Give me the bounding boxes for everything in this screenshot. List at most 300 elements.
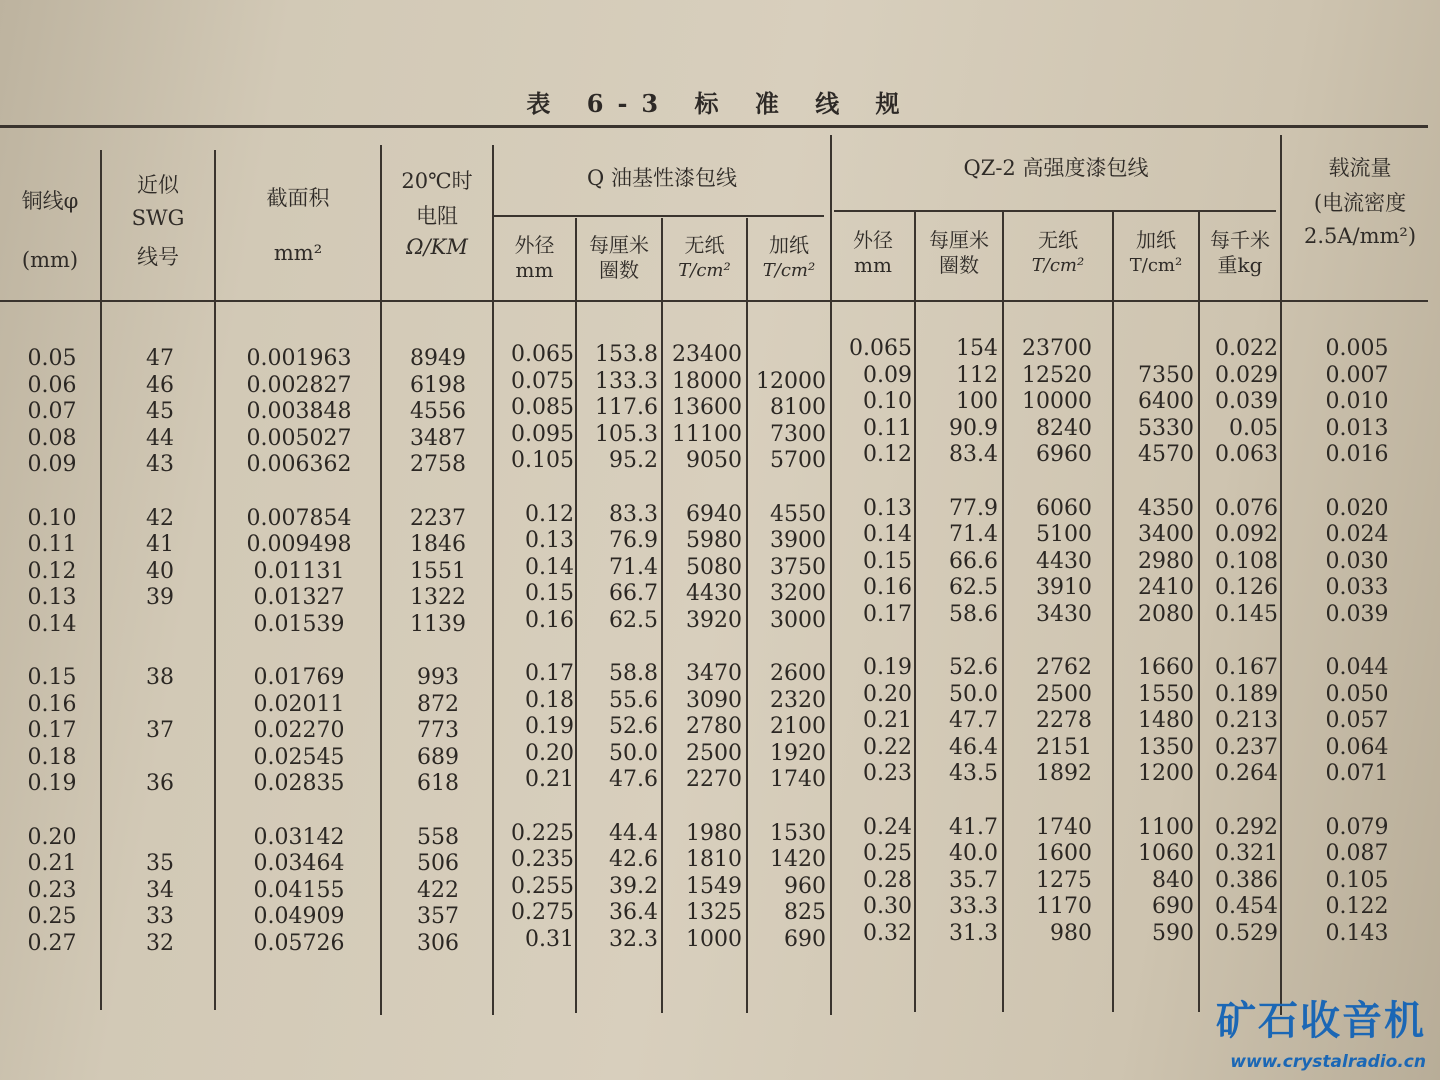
col-divider-9 [914, 212, 916, 1012]
header-current-line1: 载流量 [1328, 156, 1392, 180]
cell-qz_wt: 0.076 [1215, 495, 1278, 521]
cell-qz_turns: 77.9 [949, 495, 998, 521]
cell-q_od: 0.075 [511, 368, 574, 394]
subheader-q-od [494, 233, 575, 283]
cell-qz_p: 1060 [1138, 841, 1194, 866]
cell-q_np: 1810 [686, 847, 742, 872]
subheader-qz-nopaper [1004, 228, 1112, 278]
cell-q_od: 0.14 [525, 554, 574, 580]
cell-q_od: 0.105 [511, 448, 574, 473]
cell-qz_od: 0.12 [863, 442, 912, 467]
cell-q_od: 0.12 [525, 501, 574, 527]
cell-qz_turns: 83.4 [949, 442, 998, 467]
cell-qz_p: 1660 [1138, 655, 1194, 680]
cell-qz_wt: 0.039 [1215, 389, 1278, 414]
cell-q_turns: 62.5 [609, 607, 658, 633]
cell-qz_p: 5330 [1138, 415, 1194, 441]
col-divider-6 [661, 218, 663, 1013]
header-qz-group: QZ-2 高强度漆包线 [963, 156, 1149, 180]
cell-qz_np: 1600 [1036, 841, 1092, 866]
cell-qz_wt: 0.022 [1215, 336, 1278, 361]
col-divider-5 [575, 218, 577, 1013]
cell-q_np: 6940 [686, 501, 742, 527]
cell-res: 8949 [410, 346, 466, 371]
cell-qz_wt: 0.237 [1215, 734, 1278, 760]
cell-qz_turns: 46.4 [949, 734, 998, 760]
col-divider-1 [100, 150, 102, 1010]
cell-qz_np: 3910 [1036, 575, 1092, 600]
cell-q_np: 5080 [686, 554, 742, 580]
cell-swg: 36 [146, 771, 174, 796]
cell-qz_od: 0.19 [863, 655, 912, 680]
cell-qz_p: 1550 [1138, 681, 1194, 707]
cell-qz_np: 3430 [1036, 601, 1092, 627]
cell-swg: 46 [146, 372, 174, 398]
cell-q_p: 1740 [770, 767, 826, 792]
cell-qz_p: 1480 [1138, 708, 1194, 733]
cell-q_od: 0.18 [525, 687, 574, 713]
cell-swg: 45 [146, 399, 174, 424]
cell-q_od: 0.225 [511, 820, 574, 846]
cell-q_turns: 52.6 [609, 714, 658, 739]
cell-res: 357 [417, 904, 459, 929]
cell-qz_od: 0.23 [863, 761, 912, 786]
subheader-q-od-unit: mm [515, 258, 554, 282]
cell-res: 2758 [410, 452, 466, 477]
cell-q_od: 0.235 [511, 847, 574, 872]
cell-qz_od: 0.15 [863, 548, 912, 574]
subheader-q-od-label: 外径 [514, 233, 555, 257]
cell-area: 0.005027 [246, 425, 352, 451]
cell-swg: 33 [146, 904, 174, 929]
top-rule [0, 125, 1428, 128]
cell-q_p: 12000 [756, 368, 826, 394]
cell-q_od: 0.275 [511, 900, 574, 925]
cell-d: 0.19 [27, 771, 77, 796]
cell-q_np: 3920 [686, 607, 742, 633]
cell-q_p: 960 [784, 873, 826, 899]
header-res-line3: Ω/KM [406, 235, 468, 259]
cell-swg: 44 [146, 425, 174, 451]
cell-qz_np: 1275 [1036, 867, 1092, 893]
cell-res: 689 [417, 744, 459, 770]
subheader-q-turns-label: 每厘米 [589, 233, 649, 257]
cell-q_od: 0.31 [525, 926, 574, 952]
header-swg-line1: 近似 [137, 173, 179, 197]
col-divider-13 [1280, 135, 1282, 1015]
cell-area: 0.02545 [253, 744, 345, 770]
cell-q_np: 1980 [686, 820, 742, 846]
cell-qz_od: 0.16 [863, 575, 912, 600]
subheader-qz-paper-label: 加纸 [1136, 228, 1176, 252]
cell-qz_p: 590 [1152, 920, 1194, 946]
cell-cur: 0.122 [1325, 894, 1389, 919]
cell-d: 0.09 [27, 452, 77, 477]
cell-qz_turns: 52.6 [949, 655, 998, 680]
cell-area: 0.04155 [253, 877, 345, 903]
cell-q_turns: 39.2 [609, 873, 658, 899]
cell-qz_np: 6060 [1036, 495, 1092, 521]
cell-q_np: 1549 [686, 873, 742, 899]
header-current [1280, 155, 1440, 250]
cell-qz_wt: 0.454 [1215, 894, 1278, 919]
cell-area: 0.01327 [253, 585, 345, 610]
cell-cur: 0.007 [1325, 362, 1389, 388]
cell-qz_od: 0.32 [863, 920, 912, 946]
cell-qz_turns: 58.6 [949, 601, 998, 627]
cell-cur: 0.039 [1325, 601, 1389, 627]
cell-qz_od: 0.20 [863, 681, 912, 707]
cell-qz_wt: 0.063 [1215, 442, 1278, 467]
cell-qz_turns: 40.0 [949, 841, 998, 866]
cell-q_turns: 95.2 [609, 448, 658, 473]
cell-qz_np: 12520 [1022, 362, 1092, 388]
watermark-url: www.crystalradio.cn [1230, 1052, 1426, 1072]
cell-cur: 0.087 [1325, 841, 1389, 866]
cell-q_p: 690 [784, 926, 826, 952]
cell-qz_turns: 31.3 [949, 920, 998, 946]
cell-qz_turns: 50.0 [949, 681, 998, 707]
cell-q_turns: 133.3 [595, 368, 658, 394]
cell-area: 0.003848 [246, 399, 352, 424]
qz-group-rule [834, 210, 1276, 212]
cell-qz_od: 0.13 [863, 495, 912, 521]
cell-q_np: 18000 [672, 368, 742, 394]
cell-qz_wt: 0.167 [1215, 655, 1278, 680]
cell-q_p: 8100 [770, 395, 826, 420]
header-res-line1: 20℃时 [401, 169, 473, 193]
cell-swg: 39 [146, 585, 174, 610]
cell-q_p: 4550 [770, 501, 826, 527]
cell-q_np: 11100 [672, 421, 742, 447]
cell-cur: 0.143 [1325, 920, 1389, 946]
cell-q_od: 0.19 [525, 714, 574, 739]
cell-q_turns: 83.3 [609, 501, 658, 527]
cell-q_od: 0.255 [511, 873, 574, 899]
cell-qz_p: 4570 [1138, 442, 1194, 467]
cell-qz_np: 10000 [1022, 389, 1092, 414]
cell-qz_turns: 35.7 [949, 867, 998, 893]
cell-q_turns: 105.3 [595, 421, 658, 447]
cell-qz_turns: 62.5 [949, 575, 998, 600]
cell-q_p: 3200 [770, 581, 826, 606]
cell-qz_wt: 0.529 [1215, 920, 1278, 946]
cell-q_np: 2500 [686, 740, 742, 766]
cell-q_od: 0.15 [525, 581, 574, 606]
cell-cur: 0.030 [1325, 548, 1389, 574]
cell-res: 422 [417, 877, 459, 903]
cell-q_np: 3470 [686, 661, 742, 686]
cell-qz_p: 2410 [1138, 575, 1194, 600]
subheader-q-paper [748, 233, 830, 283]
table-title: 表 6-3 标 准 线 规 [526, 89, 914, 118]
cell-q_p: 3750 [770, 554, 826, 580]
cell-cur: 0.050 [1325, 681, 1389, 707]
cell-area: 0.01769 [253, 665, 345, 690]
cell-swg: 37 [146, 718, 174, 743]
cell-q_turns: 58.8 [609, 661, 658, 686]
cell-d: 0.05 [27, 346, 77, 371]
cell-qz_wt: 0.386 [1215, 867, 1278, 893]
subheader-qz-weight-unit: 重kg [1217, 253, 1263, 277]
cell-qz_od: 0.065 [849, 336, 912, 361]
cell-qz_od: 0.24 [863, 814, 912, 840]
header-swg-line3: 线号 [137, 245, 179, 269]
cell-res: 4556 [410, 399, 466, 424]
cell-d: 0.14 [27, 611, 77, 637]
cell-res: 558 [417, 824, 459, 850]
cell-qz_od: 0.21 [863, 708, 912, 733]
cell-q_np: 5980 [686, 528, 742, 553]
cell-q_od: 0.21 [525, 767, 574, 792]
header-diameter-label: 铜线φ [21, 189, 79, 213]
cell-q_turns: 50.0 [609, 740, 658, 766]
cell-qz_turns: 90.9 [949, 415, 998, 441]
subheader-qz-turns [916, 228, 1002, 278]
cell-qz_np: 2762 [1036, 655, 1092, 680]
cell-qz_np: 8240 [1036, 415, 1092, 441]
cell-qz_od: 0.10 [863, 389, 912, 414]
cell-cur: 0.010 [1325, 389, 1389, 414]
cell-q_turns: 71.4 [609, 554, 658, 580]
cell-area: 0.02270 [253, 718, 345, 743]
cell-qz_np: 2278 [1036, 708, 1092, 733]
cell-swg: 42 [146, 505, 174, 531]
cell-q_np: 1000 [686, 926, 742, 952]
col-divider-2 [214, 150, 216, 1010]
subheader-qz-turns-label: 每厘米 [929, 228, 989, 252]
header-current-line3: 2.5A/mm²) [1303, 224, 1417, 248]
header-area [216, 185, 380, 267]
header-res-line2: 电阻 [416, 204, 458, 228]
cell-res: 1139 [410, 611, 466, 637]
header-swg [102, 172, 214, 271]
header-resistance [382, 168, 492, 261]
header-swg-line2: SWG [131, 206, 185, 230]
cell-res: 506 [417, 851, 459, 876]
cell-res: 1846 [410, 532, 466, 557]
subheader-qz-weight [1200, 228, 1280, 278]
cell-q_p: 825 [784, 900, 826, 925]
cell-q_np: 2270 [686, 767, 742, 792]
cell-cur: 0.105 [1325, 867, 1389, 893]
cell-qz_np: 980 [1050, 920, 1092, 946]
cell-qz_p: 6400 [1138, 389, 1194, 414]
header-current-line2: (电流密度 [1313, 191, 1407, 215]
cell-qz_wt: 0.029 [1215, 362, 1278, 388]
cell-area: 0.04909 [253, 904, 345, 929]
cell-res: 872 [417, 691, 459, 717]
cell-q_turns: 66.7 [609, 581, 658, 606]
cell-area: 0.001963 [246, 346, 352, 371]
cell-qz_p: 690 [1152, 894, 1194, 919]
cell-q_od: 0.20 [525, 740, 574, 766]
cell-cur: 0.057 [1325, 708, 1389, 733]
cell-d: 0.27 [27, 930, 77, 956]
cell-d: 0.21 [27, 851, 77, 876]
cell-swg: 38 [146, 665, 174, 690]
cell-cur: 0.071 [1325, 761, 1389, 786]
cell-q_np: 3090 [686, 687, 742, 713]
cell-q_od: 0.095 [511, 421, 574, 447]
cell-q_np: 9050 [686, 448, 742, 473]
cell-res: 6198 [410, 372, 466, 398]
cell-q_p: 1530 [770, 820, 826, 846]
subheader-q-nopaper-unit: T/cm² [678, 260, 731, 281]
cell-qz_od: 0.11 [863, 415, 912, 441]
cell-q_p: 1920 [770, 740, 826, 766]
cell-area: 0.01131 [253, 558, 345, 584]
subheader-q-turns [577, 233, 661, 283]
cell-qz_wt: 0.264 [1215, 761, 1278, 786]
cell-qz_wt: 0.108 [1215, 548, 1278, 574]
cell-qz_wt: 0.05 [1229, 415, 1278, 441]
cell-qz_od: 0.30 [863, 894, 912, 919]
subheader-qz-od-unit: mm [854, 253, 892, 277]
col-divider-10 [1002, 212, 1004, 1012]
cell-cur: 0.024 [1325, 522, 1389, 547]
header-diameter [0, 188, 100, 274]
cell-swg: 35 [146, 851, 174, 876]
cell-d: 0.13 [27, 585, 77, 610]
cell-q_turns: 36.4 [609, 900, 658, 925]
cell-res: 306 [417, 930, 459, 956]
cell-d: 0.07 [27, 399, 77, 424]
cell-qz_od: 0.09 [863, 362, 912, 388]
subheader-q-nopaper-label: 无纸 [684, 233, 725, 257]
cell-d: 0.17 [27, 718, 77, 743]
cell-qz_turns: 43.5 [949, 761, 998, 786]
cell-qz_p: 2980 [1138, 548, 1194, 574]
cell-res: 1551 [410, 558, 466, 584]
cell-swg: 40 [146, 558, 174, 584]
q-group-rule [494, 215, 824, 217]
cell-qz_np: 6960 [1036, 442, 1092, 467]
cell-qz_np: 4430 [1036, 548, 1092, 574]
cell-qz_wt: 0.092 [1215, 522, 1278, 547]
cell-qz_np: 1892 [1036, 761, 1092, 786]
cell-q_p: 2100 [770, 714, 826, 739]
cell-d: 0.08 [27, 425, 77, 451]
cell-d: 0.10 [27, 505, 77, 531]
cell-d: 0.15 [27, 665, 77, 690]
cell-area: 0.002827 [246, 372, 352, 398]
cell-qz_np: 1170 [1036, 894, 1092, 919]
cell-q_turns: 44.4 [609, 820, 658, 846]
cell-qz_wt: 0.321 [1215, 841, 1278, 866]
cell-q_p: 2320 [770, 687, 826, 713]
cell-cur: 0.033 [1325, 575, 1389, 600]
cell-area: 0.03142 [253, 824, 345, 850]
subheader-q-paper-label: 加纸 [769, 233, 809, 257]
cell-q_p: 2600 [770, 661, 826, 686]
cell-q_turns: 76.9 [609, 528, 658, 553]
cell-res: 2237 [410, 505, 466, 531]
cell-qz_np: 5100 [1036, 522, 1092, 547]
cell-cur: 0.005 [1325, 336, 1389, 361]
cell-qz_np: 2151 [1036, 734, 1092, 760]
cell-d: 0.23 [27, 877, 77, 903]
cell-res: 3487 [410, 425, 466, 451]
cell-q_p: 3900 [770, 528, 826, 553]
cell-qz_od: 0.25 [863, 841, 912, 866]
cell-qz_turns: 33.3 [949, 894, 998, 919]
cell-q_turns: 42.6 [609, 847, 658, 872]
cell-qz_p: 4350 [1138, 495, 1194, 521]
cell-d: 0.06 [27, 372, 77, 398]
watermark-logo: 矿石收音机 [1216, 998, 1426, 1044]
cell-q_turns: 47.6 [609, 767, 658, 792]
cell-area: 0.02011 [253, 691, 345, 717]
cell-q_np: 13600 [672, 395, 742, 420]
subheader-q-nopaper [663, 233, 746, 283]
cell-q_p: 5700 [770, 448, 826, 473]
subheader-qz-turns-unit: 圈数 [939, 253, 979, 277]
cell-cur: 0.064 [1325, 734, 1389, 760]
cell-qz_p: 2080 [1138, 601, 1194, 627]
cell-qz_np: 23700 [1022, 336, 1092, 361]
cell-res: 773 [417, 718, 459, 743]
cell-d: 0.12 [27, 558, 77, 584]
cell-swg: 41 [146, 532, 174, 557]
cell-qz_p: 1200 [1138, 761, 1194, 786]
cell-qz_p: 1350 [1138, 734, 1194, 760]
cell-area: 0.007854 [246, 505, 352, 531]
cell-area: 0.006362 [246, 452, 352, 477]
subheader-qz-weight-label: 每千米 [1210, 228, 1270, 252]
cell-qz_wt: 0.145 [1215, 601, 1278, 627]
subheader-qz-od-label: 外径 [853, 228, 893, 252]
cell-res: 1322 [410, 585, 466, 610]
cell-area: 0.01539 [253, 611, 345, 637]
cell-d: 0.11 [27, 532, 77, 557]
cell-qz_turns: 112 [956, 362, 998, 388]
cell-cur: 0.013 [1325, 415, 1389, 441]
cell-qz_turns: 71.4 [949, 522, 998, 547]
cell-q_turns: 117.6 [595, 395, 658, 420]
cell-q_p: 3000 [770, 607, 826, 633]
cell-area: 0.009498 [246, 532, 352, 557]
cell-d: 0.20 [27, 824, 77, 850]
cell-cur: 0.016 [1325, 442, 1389, 467]
cell-cur: 0.079 [1325, 814, 1389, 840]
cell-swg: 43 [146, 452, 174, 477]
subheader-qz-paper [1114, 228, 1198, 278]
cell-q_od: 0.065 [511, 342, 574, 367]
cell-res: 993 [417, 665, 459, 690]
col-divider-3 [380, 145, 382, 1015]
cell-qz_p: 3400 [1138, 522, 1194, 547]
cell-qz_od: 0.14 [863, 522, 912, 547]
cell-qz_p: 1100 [1138, 814, 1194, 840]
subheader-qz-od [832, 228, 914, 278]
subheader-q-turns-unit: 圈数 [599, 258, 639, 282]
cell-area: 0.05726 [253, 930, 345, 956]
header-q-group: Q 油基性漆包线 [587, 166, 737, 190]
cell-q_od: 0.13 [525, 528, 574, 553]
cell-d: 0.25 [27, 904, 77, 929]
cell-qz_turns: 41.7 [949, 814, 998, 840]
subheader-q-paper-unit: T/cm² [762, 260, 816, 281]
cell-q_p: 7300 [770, 421, 826, 447]
cell-qz_turns: 47.7 [949, 708, 998, 733]
cell-q_od: 0.085 [511, 395, 574, 420]
cell-d: 0.18 [27, 744, 77, 770]
subheader-qz-paper-unit: T/cm² [1129, 255, 1183, 276]
cell-q_np: 4430 [686, 581, 742, 606]
cell-qz_turns: 66.6 [949, 548, 998, 574]
subheader-qz-nopaper-label: 无纸 [1038, 228, 1078, 252]
